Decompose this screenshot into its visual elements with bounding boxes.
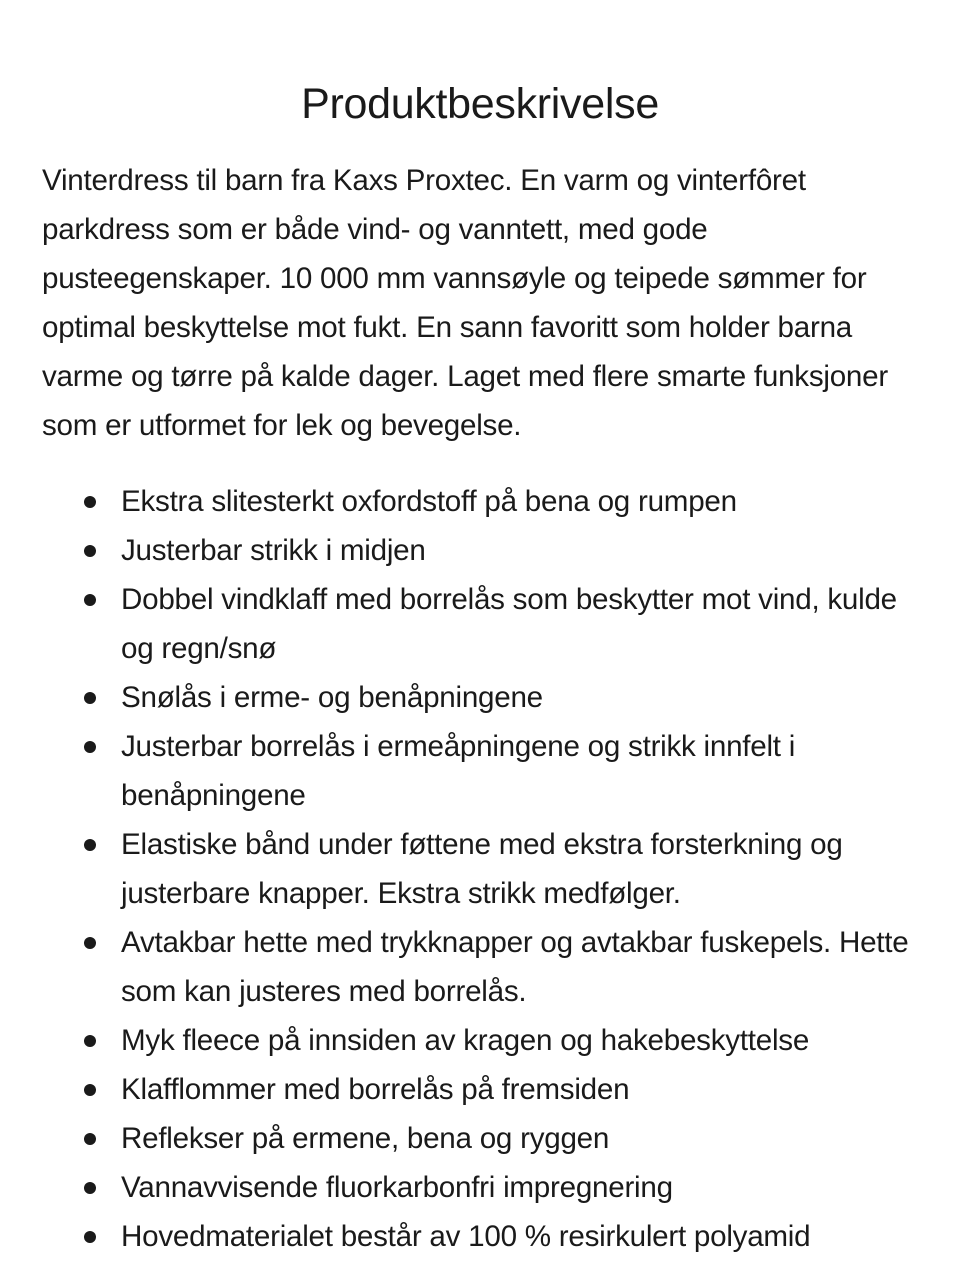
bullet-icon <box>84 1182 96 1194</box>
list-item-text: Elastiske bånd under føttene med ekstra forsterkning og justerbare knapper. Ekstra strikk medfølger. <box>121 828 843 910</box>
list-item <box>42 722 918 820</box>
list-item-text: Dobbel vindklaff med borrelås som beskytter mot vind, kulde og regn/snø <box>121 583 897 665</box>
bullet-icon <box>84 741 96 753</box>
feature-list <box>42 477 918 1261</box>
list-item-text: Klafflommer med borrelås på fremsiden <box>121 1073 630 1106</box>
product-description-text: Vinterdress til barn fra Kaxs Proxtec. En varm og vinterfôret parkdress som er både vind- og vanntett, med gode pusteegenskaper. 10 000 mm vannsøyle og teipede sømmer for optimal beskyttelse mot fukt. En sann favoritt som holder barna varme og tørre på kalde dager. Laget med flere smarte funksjoner som er utformet for lek og bevegelse. <box>42 164 888 442</box>
list-item <box>42 1163 918 1212</box>
list-item-text: Reflekser på ermene, bena og ryggen <box>121 1122 610 1155</box>
list-item <box>42 477 918 526</box>
list-item <box>42 1212 918 1261</box>
list-item <box>42 1114 918 1163</box>
list-item-text: Justerbar strikk i midjen <box>121 534 426 567</box>
list-item <box>42 820 918 918</box>
list-item <box>42 1016 918 1065</box>
list-item-text: Justerbar borrelås i ermeåpningene og strikk innfelt i benåpningene <box>121 730 796 812</box>
page-title: Produktbeskrivelse <box>301 80 659 128</box>
bullet-icon <box>84 1231 96 1243</box>
bullet-icon <box>84 937 96 949</box>
list-item <box>42 575 918 673</box>
list-item <box>42 1065 918 1114</box>
list-item-text: Myk fleece på innsiden av kragen og hakebeskyttelse <box>121 1024 810 1057</box>
bullet-icon <box>84 545 96 557</box>
list-item <box>42 918 918 1016</box>
bullet-icon <box>84 1035 96 1047</box>
list-item <box>42 526 918 575</box>
bullet-icon <box>84 1133 96 1145</box>
list-item-text: Snølås i erme- og benåpningene <box>121 681 543 714</box>
bullet-icon <box>84 839 96 851</box>
bullet-icon <box>84 1084 96 1096</box>
bullet-icon <box>84 692 96 704</box>
list-item-text: Avtakbar hette med trykknapper og avtakbar fuskepels. Hette som kan justeres med borrelås. <box>121 926 909 1008</box>
list-item-text: Hovedmaterialet består av 100 % resirkulert polyamid <box>121 1220 811 1253</box>
list-item <box>42 673 918 722</box>
bullet-icon <box>84 496 96 508</box>
bullet-icon <box>84 594 96 606</box>
list-item-text: Vannavvisende fluorkarbonfri impregnering <box>121 1171 673 1204</box>
list-item-text: Ekstra slitesterkt oxfordstoff på bena og rumpen <box>121 485 737 518</box>
